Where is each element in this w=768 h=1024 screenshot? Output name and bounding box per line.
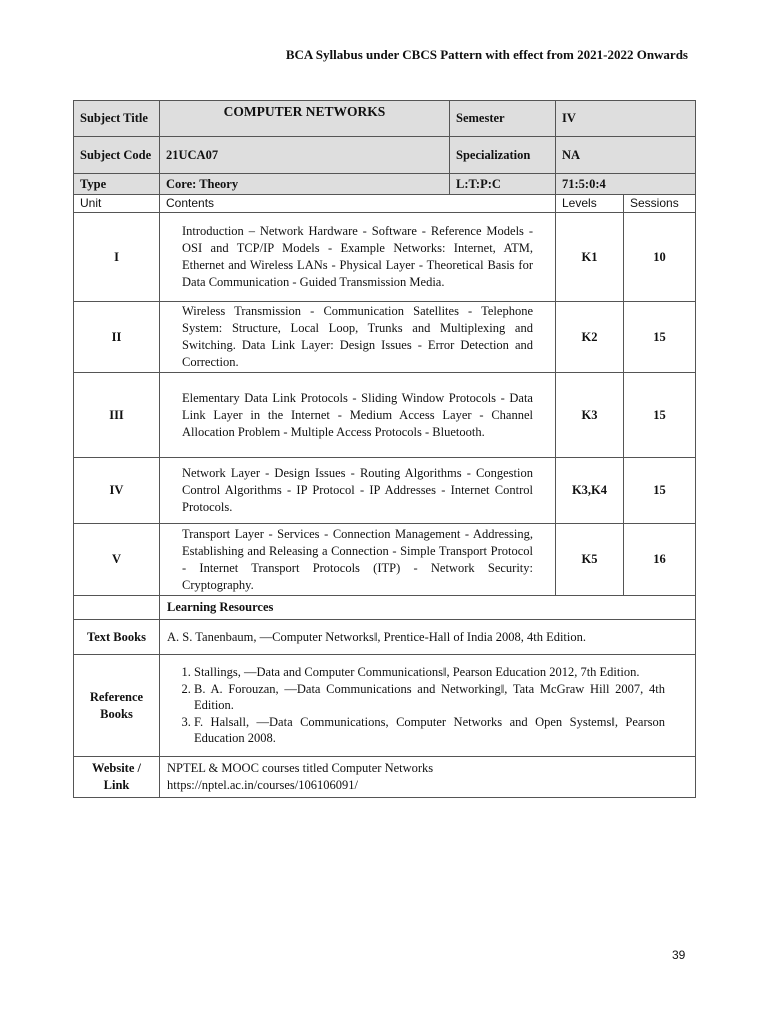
type-label: Type xyxy=(74,174,160,195)
unit-sessions: 15 xyxy=(624,458,696,524)
unit-level: K2 xyxy=(556,302,624,373)
website-label: Website / Link xyxy=(74,757,160,798)
subject-title-row xyxy=(74,101,696,137)
unit-row xyxy=(74,373,696,458)
col-contents: Contents xyxy=(160,195,556,213)
semester-value: IV xyxy=(556,101,696,137)
col-levels: Levels xyxy=(556,195,624,213)
text-books-label: Text Books xyxy=(74,620,160,655)
website-link[interactable]: https://nptel.ac.in/courses/106106091/ xyxy=(167,778,358,792)
text-books: A. S. Tanenbaum, ―Computer Networks‖, Prentice-Hall of India 2008, 4th Edition. xyxy=(160,620,696,655)
unit-number: I xyxy=(74,213,160,302)
ltpc-value: 71:5:0:4 xyxy=(556,174,696,195)
type-row xyxy=(74,174,696,195)
reference-books-row xyxy=(74,655,696,757)
unit-row xyxy=(74,213,696,302)
semester-label: Semester xyxy=(450,101,556,137)
unit-contents: Network Layer - Design Issues - Routing Algorithms - Congestion Control Algorithms - IP Protocol - IP Addresses - Internet Control Protocols. xyxy=(160,458,556,524)
col-sessions: Sessions xyxy=(624,195,696,213)
unit-level: K3 xyxy=(556,373,624,458)
unit-sessions: 15 xyxy=(624,373,696,458)
page-number: 39 xyxy=(672,948,686,962)
reference-book: 3. F. Halsall, ―Data Communications, Computer Networks and Open Systems‖, Pearson Education 2008. xyxy=(194,714,665,747)
subject-title: COMPUTER NETWORKS xyxy=(160,101,450,137)
unit-number: II xyxy=(74,302,160,373)
ltpc-label: L:T:P:C xyxy=(450,174,556,195)
unit-level: K3,K4 xyxy=(556,458,624,524)
subject-code-label: Subject Code xyxy=(74,137,160,174)
unit-number: III xyxy=(74,373,160,458)
resources-heading: Learning Resources xyxy=(160,596,696,620)
unit-contents: Introduction – Network Hardware - Software - Reference Models - OSI and TCP/IP Models - Example Networks: Internet, ATM, Ethernet and Wireless LANs - Physical Layer - Theoretical Basis for Data Communication - Guided Transmission Media. xyxy=(160,213,556,302)
website-title: NPTEL & MOOC courses titled Computer Networks xyxy=(167,761,434,775)
page-header: BCA Syllabus under CBCS Pattern with effect from 2021-2022 Onwards xyxy=(285,47,688,62)
reference-books-label: Reference Books xyxy=(74,655,160,757)
subject-code-row xyxy=(74,137,696,174)
column-header-row xyxy=(74,195,696,213)
unit-row xyxy=(74,302,696,373)
reference-books-list xyxy=(166,664,665,747)
unit-row xyxy=(74,524,696,596)
syllabus-table xyxy=(73,100,696,798)
col-unit: Unit xyxy=(74,195,160,213)
unit-sessions: 10 xyxy=(624,213,696,302)
subject-title-label: Subject Title xyxy=(74,101,160,137)
reference-book: 1. Stallings, ―Data and Computer Communications‖, Pearson Education 2012, 7th Edition. xyxy=(194,664,665,681)
reference-book: 2. B. A. Forouzan, ―Data Communications and Networking‖, Tata McGraw Hill 2007, 4th Edition. xyxy=(194,681,665,714)
unit-contents: Wireless Transmission - Communication Satellites - Telephone System: Structure, Local Loop, Trunks and Multiplexing and Switching. Data Link Layer: Design Issues - Error Detection and Correction. xyxy=(160,302,556,373)
unit-number: IV xyxy=(74,458,160,524)
resources-heading-row xyxy=(74,596,696,620)
specialization-value: NA xyxy=(556,137,696,174)
unit-level: K1 xyxy=(556,213,624,302)
subject-code: 21UCA07 xyxy=(160,137,450,174)
unit-contents: Elementary Data Link Protocols - Sliding Window Protocols - Data Link Layer in the Internet - Medium Access Layer - Channel Allocation Problem - Multiple Access Protocols - Bluetooth. xyxy=(160,373,556,458)
unit-sessions: 15 xyxy=(624,302,696,373)
unit-level: K5 xyxy=(556,524,624,596)
unit-number: V xyxy=(74,524,160,596)
website-row xyxy=(74,757,696,798)
unit-row xyxy=(74,458,696,524)
text-books-row xyxy=(74,620,696,655)
unit-contents: Transport Layer - Services - Connection Management - Addressing, Establishing and Releasing a Connection - Simple Transport Protocol - Internet Transport Protocols (ITP) - Network Security: Cryptography. xyxy=(160,524,556,596)
type-value: Core: Theory xyxy=(160,174,450,195)
specialization-label: Specialization xyxy=(450,137,556,174)
unit-sessions: 16 xyxy=(624,524,696,596)
